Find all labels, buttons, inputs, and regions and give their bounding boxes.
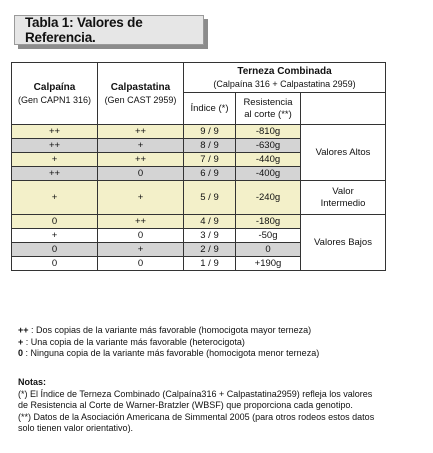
- cell-resistencia: -630g: [236, 139, 301, 153]
- table-title: Tabla 1: Valores de Referencia.: [14, 15, 204, 45]
- cell-indice: 8 / 9: [184, 139, 236, 153]
- cell-calpastatina: +: [98, 181, 184, 215]
- cell-resistencia: -810g: [236, 125, 301, 139]
- header-calpaina-title: Calpaína: [33, 81, 76, 93]
- group-intermedio-line1: Valor: [332, 185, 354, 197]
- table-row: [12, 125, 386, 139]
- cell-calpastatina: ++: [98, 153, 184, 167]
- header-blank: [301, 93, 386, 125]
- cell-calpaina: 0: [12, 257, 98, 271]
- header-row-top: [12, 63, 386, 93]
- legend-symbol: ++: [18, 325, 29, 335]
- cell-resistencia: -440g: [236, 153, 301, 167]
- legend: [18, 325, 423, 360]
- header-resistencia-line1: Resistencia: [243, 96, 293, 108]
- notes-heading: Notas:: [18, 377, 47, 387]
- cell-calpaina: +: [12, 153, 98, 167]
- header-terneza-sub: (Calpaína 316 + Calpastatina 2959): [213, 78, 356, 89]
- cell-calpastatina: 0: [98, 167, 184, 181]
- cell-resistencia: -50g: [236, 229, 301, 243]
- cell-resistencia: 0: [236, 243, 301, 257]
- reference-table: [11, 62, 386, 271]
- header-indice: Índice (*): [184, 93, 236, 125]
- group-valor-intermedio: [301, 181, 386, 215]
- legend-item: [18, 337, 423, 349]
- legend-text: : Ninguna copia de la variante más favorable (homocigota menor terneza): [25, 348, 320, 358]
- cell-resistencia: -400g: [236, 167, 301, 181]
- cell-calpaina: ++: [12, 125, 98, 139]
- note-line: solo tienen valor orientativo).: [18, 423, 134, 433]
- header-calpaina-gene: (Gen CAPN1 316): [17, 94, 92, 105]
- cell-calpastatina: ++: [98, 215, 184, 229]
- group-intermedio-line2: Intermedio: [320, 197, 366, 209]
- cell-resistencia: -240g: [236, 181, 301, 215]
- legend-item: [18, 325, 423, 337]
- cell-indice: 2 / 9: [184, 243, 236, 257]
- header-resistencia: [236, 93, 301, 125]
- cell-indice: 1 / 9: [184, 257, 236, 271]
- cell-indice: 7 / 9: [184, 153, 236, 167]
- group-valores-altos: Valores Altos: [301, 125, 386, 181]
- notes: [18, 377, 423, 435]
- cell-resistencia: -180g: [236, 215, 301, 229]
- cell-indice: 5 / 9: [184, 181, 236, 215]
- table-row: [12, 215, 386, 229]
- note-line: (*) El Índice de Terneza Combinado (Calpaína316 + Calpastatina2959) refleja los valores: [18, 388, 373, 399]
- header-calpastatina-gene: (Gen CAST 2959): [104, 94, 177, 105]
- cell-indice: 4 / 9: [184, 215, 236, 229]
- cell-calpastatina: ++: [98, 125, 184, 139]
- cell-indice: 6 / 9: [184, 167, 236, 181]
- header-calpastatina: [98, 63, 184, 125]
- cell-calpastatina: 0: [98, 257, 184, 271]
- cell-calpaina: +: [12, 181, 98, 215]
- cell-calpaina: +: [12, 229, 98, 243]
- cell-indice: 3 / 9: [184, 229, 236, 243]
- header-terneza: [184, 63, 386, 93]
- header-calpastatina-title: Calpastatina: [110, 81, 171, 93]
- legend-symbol: 0: [18, 348, 24, 358]
- note-line: de Resistencia al Corte de Warner-Bratzler (WBSF) que proporciona cada genotipo.: [18, 400, 353, 410]
- cell-indice: 9 / 9: [184, 125, 236, 139]
- cell-calpastatina: +: [98, 139, 184, 153]
- cell-calpaina: ++: [12, 139, 98, 153]
- cell-calpaina: 0: [12, 215, 98, 229]
- cell-calpaina: ++: [12, 167, 98, 181]
- header-calpaina: [12, 63, 98, 125]
- legend-text: : Dos copias de la variante más favorable (homocigota mayor terneza): [31, 325, 312, 335]
- legend-symbol: +: [18, 336, 24, 347]
- cell-calpaina: 0: [12, 243, 98, 257]
- legend-item: [18, 348, 423, 360]
- cell-resistencia: +190g: [236, 257, 301, 271]
- legend-text: : Una copia de la variante más favorable (heterocigota): [25, 336, 245, 347]
- header-terneza-title: Terneza Combinada: [237, 65, 332, 77]
- note-line: (**) Datos de la Asociación Americana de Simmental 2005 (para otros rodeos estos datos: [18, 411, 375, 422]
- header-resistencia-line2: al corte (**): [244, 108, 292, 120]
- cell-calpastatina: +: [98, 243, 184, 257]
- cell-calpastatina: 0: [98, 229, 184, 243]
- table-row: [12, 181, 386, 215]
- group-valores-bajos: Valores Bajos: [301, 215, 386, 271]
